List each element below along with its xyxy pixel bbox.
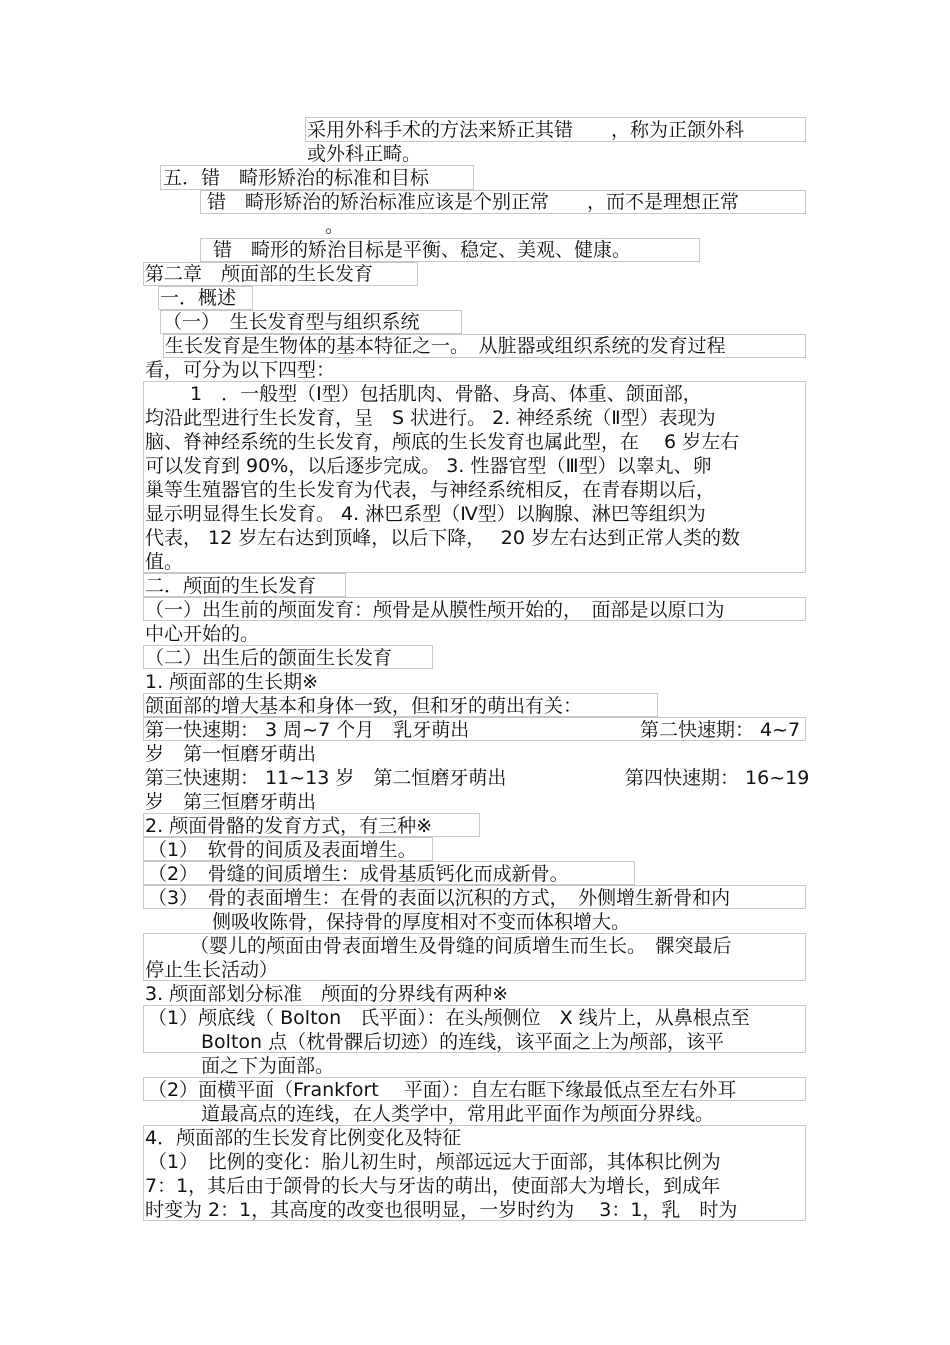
text-line: 岁 第一恒磨牙萌出: [145, 743, 317, 765]
text-line: 脑、脊神经系统的生长发育，颅底的生长发育也属此型，在 6 岁左右: [145, 431, 740, 453]
text-line: （1） 比例的变化：胎儿初生时，颅部远远大于面部，其体积比例为: [148, 1151, 721, 1173]
text-line: 值。: [145, 551, 184, 573]
text-line: （一）出生前的颅面发育：颅骨是从膜性颅开始的， 面部是以原口为: [145, 599, 725, 621]
text-line: （婴儿的颅面由骨表面增生及骨缝的间质增生而生长。 髁突最后: [190, 935, 732, 957]
text-line: 1 ．一般型（Ⅰ型）包括肌肉、骨骼、身高、体重、颌面部，: [190, 383, 702, 405]
text-line: 。: [325, 215, 345, 237]
text-line: 7：1，其后由于颌骨的长大与牙齿的萌出，使面部大为增长，到成年: [145, 1175, 721, 1197]
subsection-heading: 3. 颅面部划分标准 颅面的分界线有两种※: [145, 983, 509, 1005]
text-line: 错 畸形矫治的矫治标准应该是个别正常 ，而不是理想正常: [207, 191, 740, 213]
chapter-heading: 第二章 颅面部的生长发育: [145, 263, 374, 285]
text-line: （1）颅底线（ Bolton 氏平面）：在头颅侧位 X 线片上，从鼻根点至: [148, 1007, 750, 1029]
text-line: 第二快速期： 4~7: [640, 719, 801, 741]
text-line: 颌面部的增大基本和身体一致，但和牙的萌出有关：: [145, 695, 583, 717]
text-line: （2） 骨缝的间质增生：成骨基质钙化而成新骨。: [148, 863, 569, 885]
text-line: 或外科正畸。: [307, 143, 422, 165]
text-line: 错 畸形的矫治目标是平衡、稳定、美观、健康。: [213, 239, 632, 261]
text-line: （1） 软骨的间质及表面增生。: [148, 839, 417, 861]
subsection-heading: 4．颅面部的生长发育比例变化及特征: [145, 1127, 462, 1149]
text-line: 侧吸收陈骨，保持骨的厚度相对不变而体积增大。: [212, 911, 631, 933]
text-line: 均沿此型进行生长发育，呈 S 状进行。 2. 神经系统（Ⅱ型）表现为: [145, 407, 716, 429]
subsection-heading: （一） 生长发育型与组织系统: [163, 311, 420, 333]
text-line: 显示明显得生长发育。 4. 淋巴系型（Ⅳ型）以胸腺、淋巴等组织为: [145, 503, 706, 525]
text-line: 道最高点的连线，在人类学中，常用此平面作为颅面分界线。: [201, 1103, 715, 1125]
text-line: 看，可分为以下四型：: [145, 359, 336, 381]
text-line: 第一快速期： 3 周~7 个月 乳牙萌出: [145, 719, 470, 741]
section-heading: 五．错 畸形矫治的标准和目标: [163, 167, 430, 189]
text-line: 巢等生殖器官的生长发育为代表，与神经系统相反，在青春期以后，: [145, 479, 716, 501]
subsection-heading: 1. 颅面部的生长期※: [145, 671, 319, 693]
subsection-heading: （二）出生后的颌面生长发育: [145, 647, 393, 669]
text-line: 时变为 2：1，其高度的改变也很明显，一岁时约为 3：1，乳 时为: [145, 1199, 738, 1221]
text-line: 第四快速期： 16~19: [625, 767, 810, 789]
text-line: 岁 第三恒磨牙萌出: [145, 791, 317, 813]
text-line: 停止生长活动）: [145, 959, 279, 981]
text-line: 中心开始的。: [145, 623, 260, 645]
text-line: 面之下为面部。: [201, 1055, 335, 1077]
text-line: Bolton 点（枕骨髁后切迹）的连线，该平面之上为颅部，该平: [201, 1031, 725, 1053]
text-line: （2）面横平面（Frankfort 平面）：自左右眶下缘最低点至左右外耳: [148, 1079, 737, 1101]
text-line: 采用外科手术的方法来矫正其错 ，称为正颌外科: [307, 119, 745, 141]
section-heading: 二．颅面的生长发育: [145, 575, 317, 597]
text-line: （3） 骨的表面增生：在骨的表面以沉积的方式， 外侧增生新骨和内: [148, 887, 731, 909]
subsection-heading: 2. 颅面骨骼的发育方式，有三种※: [145, 815, 433, 837]
text-line: 可以发育到 90%，以后逐步完成。 3. 性器官型（Ⅲ型）以睾丸、卵: [145, 455, 712, 477]
text-line: 代表， 12 岁左右达到顶峰，以后下降， 20 岁左右达到正常人类的数: [145, 527, 741, 549]
text-line: 生长发育是生物体的基本特征之一。 从脏器或组织系统的发育过程: [165, 335, 726, 357]
section-heading: 一．概述: [160, 287, 237, 309]
text-line: 第三快速期： 11~13 岁 第二恒磨牙萌出: [145, 767, 507, 789]
